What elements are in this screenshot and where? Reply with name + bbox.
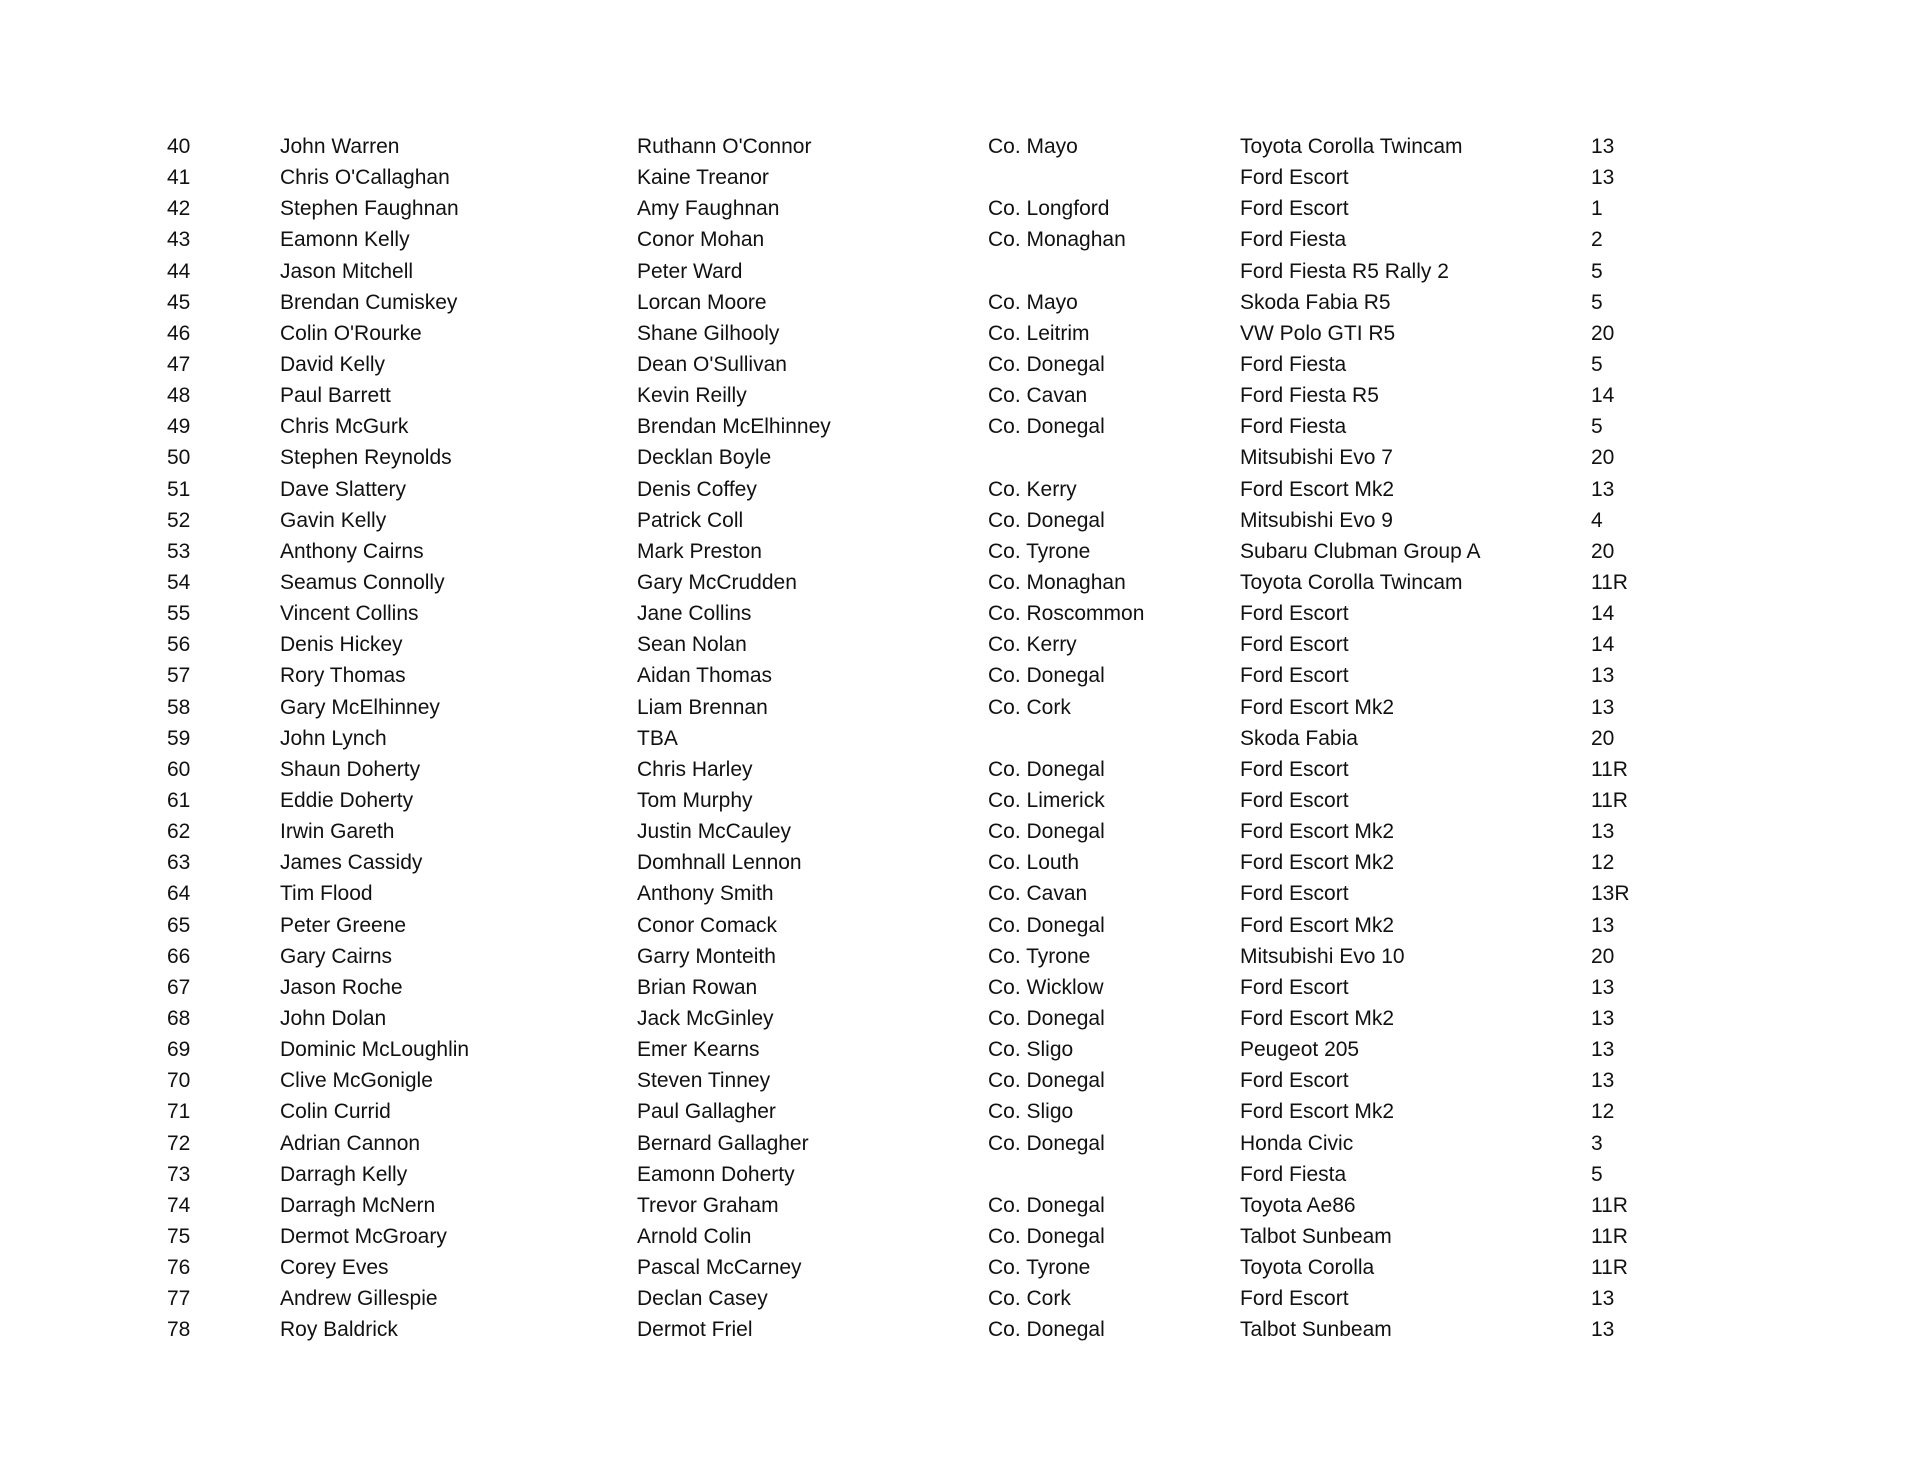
class: 20 [1591,539,1615,563]
car-model: Ford Escort Mk2 [1240,1100,1395,1124]
county: Co. Donegal [988,757,1105,781]
class: 5 [1591,290,1603,314]
codriver-name: Mark Preston [637,539,762,563]
codriver-name: Tom Murphy [637,788,753,812]
entry-number: 73 [167,1162,191,1186]
driver-name: Roy Baldrick [280,1318,398,1342]
driver-name: Clive McGonigle [280,1069,433,1093]
table-row [0,629,1920,660]
codriver-name: Kaine Treanor [637,166,769,190]
table-row [0,1314,1920,1345]
driver-name: Colin O'Rourke [280,321,422,345]
table-row [0,349,1920,380]
codriver-name: Ruthann O'Connor [637,135,812,158]
car-model: Skoda Fabia R5 [1240,290,1391,314]
codriver-name: Conor Mohan [637,228,765,252]
car-model: Ford Escort Mk2 [1240,477,1395,501]
table-row [0,1283,1920,1314]
car-model: Ford Escort Mk2 [1240,913,1395,937]
county: Co. Louth [988,851,1080,875]
county: Co. Limerick [988,788,1105,812]
class: 5 [1591,352,1603,376]
class: 12 [1591,851,1615,875]
entry-number: 52 [167,508,191,532]
entry-number: 50 [167,446,191,470]
county: Co. Monaghan [988,228,1126,252]
driver-name: Gary Cairns [280,944,393,968]
entry-number: 41 [167,166,191,190]
table-row [0,723,1920,754]
codriver-name: Justin McCauley [637,820,792,844]
class: 13 [1591,1318,1615,1342]
class: 1 [1591,197,1603,221]
driver-name: Adrian Cannon [280,1131,421,1155]
table-row [0,692,1920,723]
class: 11R [1591,788,1628,812]
driver-name: Tim Flood [280,882,373,906]
county: Co. Donegal [988,1069,1105,1093]
driver-name: Jason Roche [280,975,403,999]
county: Co. Sligo [988,1100,1074,1124]
car-model: Talbot Sunbeam [1240,1224,1392,1248]
driver-name: Darragh Kelly [280,1162,408,1186]
entry-number: 57 [167,664,191,688]
class: 13 [1591,820,1615,844]
county: Co. Mayo [988,135,1078,158]
codriver-name: Peter Ward [637,259,743,283]
codriver-name: Garry Monteith [637,944,776,968]
driver-name: Rory Thomas [280,664,406,688]
car-model: Ford Escort Mk2 [1240,1006,1395,1030]
codriver-name: Paul Gallagher [637,1100,776,1124]
entry-number: 45 [167,290,191,314]
county: Co. Donegal [988,664,1105,688]
table-row [0,162,1920,193]
entry-list [0,131,1920,1345]
codriver-name: Aidan Thomas [637,664,773,688]
codriver-name: Dean O'Sullivan [637,352,787,376]
class: 13R [1591,882,1630,906]
driver-name: Stephen Reynolds [280,446,452,470]
class: 13 [1591,166,1615,190]
entry-number: 66 [167,944,191,968]
entry-number: 44 [167,259,191,283]
car-model: Ford Escort [1240,975,1349,999]
table-row [0,1159,1920,1190]
entry-number: 56 [167,633,191,657]
class: 13 [1591,1069,1615,1093]
codriver-name: Chris Harley [637,757,753,781]
codriver-name: Brendan McElhinney [637,415,831,439]
driver-name: Shaun Doherty [280,757,421,781]
county: Co. Donegal [988,1193,1105,1217]
entry-number: 51 [167,477,191,501]
class: 13 [1591,1038,1615,1062]
class: 13 [1591,1287,1615,1311]
codriver-name: Decklan Boyle [637,446,772,470]
county: Co. Kerry [988,633,1077,657]
table-row [0,941,1920,972]
table-row [0,256,1920,287]
car-model: Ford Escort [1240,166,1349,190]
county: Co. Sligo [988,1038,1074,1062]
county: Co. Donegal [988,820,1105,844]
codriver-name: Sean Nolan [637,633,747,657]
county: Co. Longford [988,197,1110,221]
codriver-name: Denis Coffey [637,477,757,501]
entry-number: 76 [167,1256,191,1280]
table-row [0,411,1920,442]
county: Co. Donegal [988,1006,1105,1030]
driver-name: John Warren [280,135,400,158]
county: Co. Kerry [988,477,1077,501]
county: Co. Cork [988,695,1071,719]
county: Co. Cavan [988,882,1088,906]
driver-name: Stephen Faughnan [280,197,459,221]
class: 11R [1591,1256,1628,1280]
class: 13 [1591,1006,1615,1030]
table-row [0,1096,1920,1127]
county: Co. Leitrim [988,321,1090,345]
car-model: Honda Civic [1240,1131,1354,1155]
class: 13 [1591,477,1615,501]
car-model: Ford Escort [1240,788,1349,812]
table-row [0,878,1920,909]
driver-name: Irwin Gareth [280,820,395,844]
car-model: Ford Escort [1240,197,1349,221]
car-model: Ford Escort [1240,1287,1349,1311]
county: Co. Tyrone [988,539,1091,563]
entry-number: 78 [167,1318,191,1342]
driver-name: Darragh McNern [280,1193,436,1217]
class: 14 [1591,384,1615,408]
codriver-name: Lorcan Moore [637,290,767,314]
driver-name: Vincent Collins [280,602,419,626]
car-model: Ford Escort [1240,633,1349,657]
entry-number: 53 [167,539,191,563]
car-model: Mitsubishi Evo 7 [1240,446,1393,470]
driver-name: James Cassidy [280,851,423,875]
class: 20 [1591,726,1615,750]
codriver-name: Jack McGinley [637,1006,774,1030]
entry-number: 71 [167,1100,191,1124]
codriver-name: Kevin Reilly [637,384,747,408]
table-row [0,972,1920,1003]
codriver-name: Pascal McCarney [637,1256,802,1280]
entry-number: 61 [167,788,191,812]
car-model: Ford Fiesta [1240,415,1347,439]
codriver-name: Emer Kearns [637,1038,760,1062]
codriver-name: Brian Rowan [637,975,758,999]
table-row [0,442,1920,473]
car-model: Ford Escort Mk2 [1240,820,1395,844]
codriver-name: Gary McCrudden [637,570,797,594]
table-row [0,910,1920,941]
county: Co. Donegal [988,1224,1105,1248]
table-row [0,1003,1920,1034]
class: 20 [1591,446,1615,470]
codriver-name: TBA [637,726,678,750]
county: Co. Tyrone [988,944,1091,968]
entry-number: 40 [167,135,191,158]
codriver-name: Amy Faughnan [637,197,780,221]
table-row [0,505,1920,536]
codriver-name: Conor Comack [637,913,778,937]
car-model: Ford Escort [1240,664,1349,688]
class: 4 [1591,508,1603,532]
car-model: Subaru Clubman Group A [1240,539,1481,563]
entry-number: 42 [167,197,191,221]
entry-number: 49 [167,415,191,439]
entry-number: 69 [167,1038,191,1062]
class: 14 [1591,633,1615,657]
codriver-name: Arnold Colin [637,1224,752,1248]
car-model: Ford Fiesta [1240,228,1347,252]
codriver-name: Eamonn Doherty [637,1162,795,1186]
car-model: Ford Fiesta R5 [1240,384,1379,408]
class: 12 [1591,1100,1615,1124]
driver-name: Dominic McLoughlin [280,1038,470,1062]
class: 11R [1591,1193,1628,1217]
codriver-name: Dermot Friel [637,1318,753,1342]
driver-name: Jason Mitchell [280,259,414,283]
driver-name: Denis Hickey [280,633,403,657]
county: Co. Mayo [988,290,1078,314]
entry-number: 67 [167,975,191,999]
entry-number: 58 [167,695,191,719]
codriver-name: Trevor Graham [637,1193,779,1217]
county: Co. Donegal [988,913,1105,937]
entry-number: 75 [167,1224,191,1248]
table-row [0,1065,1920,1096]
driver-name: David Kelly [280,352,386,376]
table-row [0,1190,1920,1221]
county: Co. Donegal [988,508,1105,532]
entry-number: 70 [167,1069,191,1093]
driver-name: Colin Currid [280,1100,391,1124]
county: Co. Roscommon [988,602,1145,626]
driver-name: Chris O'Callaghan [280,166,450,190]
entry-number: 72 [167,1131,191,1155]
codriver-name: Bernard Gallagher [637,1131,809,1155]
car-model: Ford Escort [1240,602,1349,626]
county: Co. Donegal [988,1131,1105,1155]
table-row [0,1128,1920,1159]
table-row [0,1252,1920,1283]
driver-name: Eddie Doherty [280,788,414,812]
car-model: Skoda Fabia [1240,726,1358,750]
car-model: Toyota Corolla [1240,1256,1375,1280]
car-model: Ford Fiesta R5 Rally 2 [1240,259,1449,283]
table-row [0,474,1920,505]
entry-number: 65 [167,913,191,937]
class: 13 [1591,913,1615,937]
driver-name: Seamus Connolly [280,570,445,594]
table-row [0,816,1920,847]
class: 20 [1591,321,1615,345]
car-model: Talbot Sunbeam [1240,1318,1392,1342]
car-model: Ford Escort [1240,882,1349,906]
car-model: Toyota Corolla Twincam [1240,135,1463,158]
county: Co. Donegal [988,1318,1105,1342]
codriver-name: Liam Brennan [637,695,768,719]
table-row [0,193,1920,224]
entry-number: 77 [167,1287,191,1311]
entry-number: 43 [167,228,191,252]
table-row [0,287,1920,318]
driver-name: Gary McElhinney [280,695,440,719]
county: Co. Wicklow [988,975,1104,999]
table-row [0,318,1920,349]
entry-number: 46 [167,321,191,345]
class: 11R [1591,757,1628,781]
class: 3 [1591,1131,1603,1155]
county: Co. Tyrone [988,1256,1091,1280]
car-model: Ford Escort Mk2 [1240,851,1395,875]
table-row [0,131,1920,162]
table-row [0,380,1920,411]
county: Co. Cork [988,1287,1071,1311]
car-model: Toyota Corolla Twincam [1240,570,1463,594]
driver-name: Peter Greene [280,913,407,937]
entry-number: 59 [167,726,191,750]
entry-number: 60 [167,757,191,781]
table-row [0,785,1920,816]
class: 13 [1591,135,1615,158]
entry-number: 74 [167,1193,191,1217]
car-model: Mitsubishi Evo 9 [1240,508,1393,532]
entry-number: 48 [167,384,191,408]
driver-name: Anthony Cairns [280,539,424,563]
driver-name: Corey Eves [280,1256,389,1280]
car-model: Ford Fiesta [1240,352,1347,376]
table-row [0,1221,1920,1252]
table-row [0,536,1920,567]
table-row [0,754,1920,785]
county: Co. Cavan [988,384,1088,408]
car-model: Peugeot 205 [1240,1038,1360,1062]
table-row [0,1034,1920,1065]
entry-number: 62 [167,820,191,844]
county: Co. Donegal [988,415,1105,439]
driver-name: John Lynch [280,726,387,750]
car-model: Ford Escort [1240,757,1349,781]
driver-name: Gavin Kelly [280,508,387,532]
car-model: Ford Escort Mk2 [1240,695,1395,719]
codriver-name: Shane Gilhooly [637,321,780,345]
codriver-name: Domhnall Lennon [637,851,802,875]
driver-name: Chris McGurk [280,415,409,439]
class: 14 [1591,602,1615,626]
class: 20 [1591,944,1615,968]
codriver-name: Declan Casey [637,1287,768,1311]
codriver-name: Anthony Smith [637,882,774,906]
class: 13 [1591,695,1615,719]
entry-number: 55 [167,602,191,626]
table-row [0,847,1920,878]
table-row [0,224,1920,255]
entry-number: 47 [167,352,191,376]
class: 5 [1591,1162,1603,1186]
county: Co. Monaghan [988,570,1126,594]
car-model: Toyota Ae86 [1240,1193,1356,1217]
class: 2 [1591,228,1603,252]
car-model: Ford Escort [1240,1069,1349,1093]
codriver-name: Jane Collins [637,602,752,626]
codriver-name: Steven Tinney [637,1069,771,1093]
driver-name: Dave Slattery [280,477,407,501]
county: Co. Donegal [988,352,1105,376]
driver-name: Brendan Cumiskey [280,290,458,314]
entry-number: 63 [167,851,191,875]
class: 11R [1591,570,1628,594]
driver-name: Dermot McGroary [280,1224,447,1248]
driver-name: John Dolan [280,1006,387,1030]
class: 5 [1591,259,1603,283]
entry-number: 54 [167,570,191,594]
class: 11R [1591,1224,1628,1248]
entry-number: 68 [167,1006,191,1030]
driver-name: Andrew Gillespie [280,1287,438,1311]
car-model: Ford Fiesta [1240,1162,1347,1186]
table-row [0,567,1920,598]
car-model: VW Polo GTI R5 [1240,321,1396,345]
class: 13 [1591,664,1615,688]
codriver-name: Patrick Coll [637,508,744,532]
class: 13 [1591,975,1615,999]
driver-name: Paul Barrett [280,384,391,408]
class: 5 [1591,415,1603,439]
entry-number: 64 [167,882,191,906]
table-row [0,660,1920,691]
car-model: Mitsubishi Evo 10 [1240,944,1405,968]
table-row [0,598,1920,629]
driver-name: Eamonn Kelly [280,228,410,252]
